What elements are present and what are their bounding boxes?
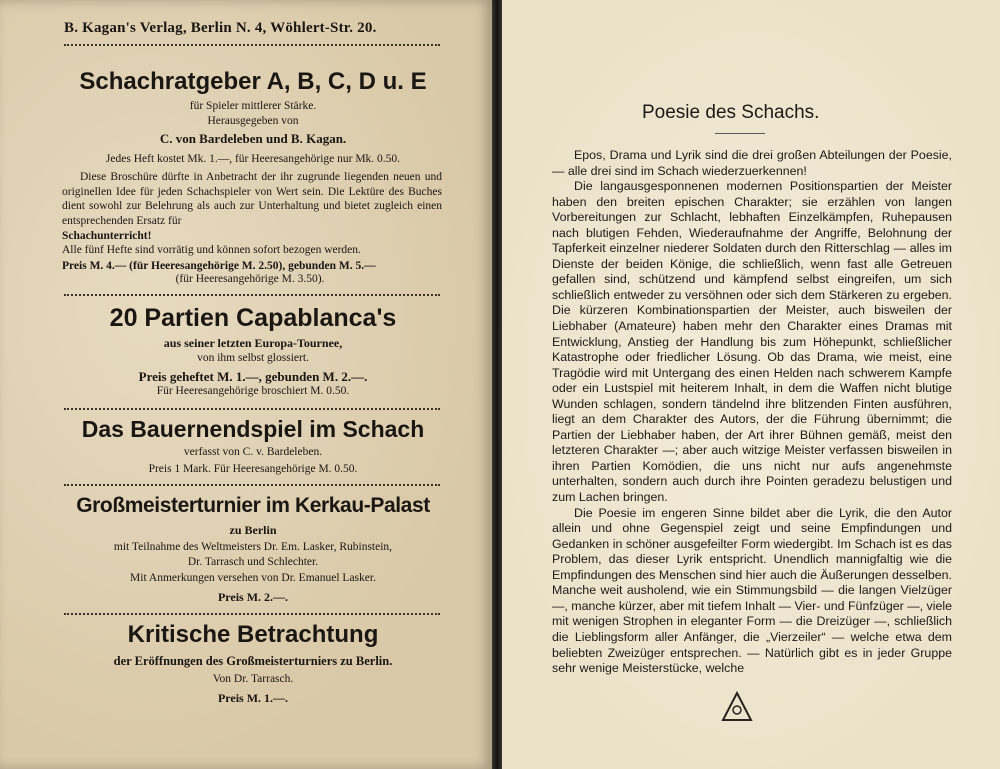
ad5-title: Kritische Betrachtung xyxy=(127,621,379,648)
article-body xyxy=(552,148,952,677)
left-page xyxy=(0,0,492,769)
ad4-line1: mit Teilnahme des Weltmeisters Dr. Em. Lasker, Rubinstein, xyxy=(113,541,393,553)
ad1-stock: Alle fünf Hefte sind vorrätig und können sofort bezogen werden. xyxy=(62,244,361,256)
ad2-price2: Für Heeresangehörige broschiert M. 0.50. xyxy=(156,385,350,397)
header-rule xyxy=(64,44,440,46)
divider-3 xyxy=(64,484,440,486)
ad1-price2: (für Heeresangehörige M. 3.50). xyxy=(175,273,325,285)
paragraph-1: Epos, Drama und Lyrik sind die drei großen Abteilungen der Poesie, — alle drei sind im Schach wiederzuerkennen! xyxy=(552,148,952,178)
ad1-subtitle: für Spieler mittlerer Stärke. xyxy=(189,100,317,112)
title-rule xyxy=(715,133,765,134)
ad5-price: Preis M. 1.—. xyxy=(217,691,289,705)
ad1-title: Schachratgeber A, B, C, D u. E xyxy=(79,68,427,95)
ad2-price1: Preis geheftet M. 1.—, gebunden M. 2.—. xyxy=(138,369,368,384)
ad2-subtitle: aus seiner letzten Europa-Tournee, xyxy=(163,336,343,350)
paragraph-2: Die langausgesponnenen modernen Positionspartien der Meister haben den breiten epischen Charakter; sie erzählen von langen Vorbereitungen zur Schlacht, lebhaften Einzelkämpfen, Ruhepausen nach blutigen Fehden, Wiederaufnahme der Angriffe, Belohnung der Tapferkeit einzelner niederer Soldaten durch den Ritterschlag — alles im Dienste der beiden Könige, die schließlich, wenn fast alle Getreuen gefallen sind, schützend und kämpfend selbst eingreifen, um sich schließlich entweder zu versöhnen oder sich dem Stärkeren zu ergeben. Die kürzeren Kombinationspartien der Meister, auch bisweilen der Liebhaber (Amateure) haben mehr den Charakter eines Dramas mit Entwicklung, Anstieg der Handlung bis zum Höhepunkt, schließlicher Katastrophe oder friedlicher Lösung. Ob das Drama, wie meist, eine Tragödie wird mit Untergang des einen Helden nach schwerem Kampfe oder ein Lustspiel mit heiterem Inhalt, in dem die Waffen nicht blutige Wunden schlagen, sondern tändelnd ihre blitzenden Finten ausführen, liegt an dem Charakter des Autors, der die Führung übernimmt; die Partien der Liebhaber haben, der Art ihrer Bühnen gemäß, meist den letzteren Charakter —; aber auch witzige Meister verfassen bisweilen in ihren Partien Komödien, die uns nicht nur aufs angenehmste unterhalten, sondern auch durch ihre Pointen geradezu belustigen und zum Lachen bringen. xyxy=(552,179,952,505)
right-page xyxy=(502,0,1000,769)
ad4-place: zu Berlin xyxy=(229,523,277,537)
ad1-emphasis: Schachunterricht! xyxy=(62,230,152,242)
ad5-author: Von Dr. Tarrasch. xyxy=(212,673,294,685)
ad1-paragraph: Diese Broschüre dürfte in Anbetracht der ihr zugrunde liegenden neuen und originellen Idee für jeden Schachspieler von Wert sein. Die Lektüre des Buches dient sowohl zur Belehrung als auch zur Unterhaltung und bietet zugleich einen entsprechenden Ersatz für xyxy=(62,171,442,228)
publisher-header: B. Kagan's Verlag, Berlin N. 4, Wöhlert-Str. 20. xyxy=(64,20,377,36)
triangle-logo-icon xyxy=(720,690,754,724)
paragraph-3: Die Poesie im engeren Sinne bildet aber die Lyrik, die den Autor allein und ohne Gegenspiel zeigt und seine Empfindungen und Gedanken in schöner ausgefeilter Form wiedergibt. Im Schach ist es das Problem, das dieser Lyrik entspricht. Unendlich mannigfaltig wie die Empfindungen des Menschen sind hier auch die Äußerungen desselben. Manche weit ausholend, wie ein Stimmungsbild — die langen Vielzüger —, manche kürzer, aber mit tiefem Inhalt — Vier- und Fünfzüger —, viele mit wenigen Strophen in eleganter Form — die Dreizüger —, schließlich die Lieblingsform aller Anfänger, die „Vierzeiler“ — welche etwa dem beliebten Zweizüger entsprechen. — Natürlich gibt es in jeder Gruppe sehr wenige Meisterstücke, welche xyxy=(552,505,952,676)
ad1-price-line: Jedes Heft kostet Mk. 1.—, für Heeresangehörige nur Mk. 0.50. xyxy=(105,153,401,165)
ad4-price: Preis M. 2.—. xyxy=(217,590,289,604)
ad1-editor-intro: Herausgegeben von xyxy=(207,115,299,127)
divider-1 xyxy=(64,294,440,296)
ad4-line2: Dr. Tarrasch und Schlechter. xyxy=(187,556,319,568)
ad3-author: verfasst von C. v. Bardeleben. xyxy=(183,446,323,458)
ad1-editors: C. von Bardeleben und B. Kagan. xyxy=(159,131,347,146)
ad2-title: 20 Partien Capablanca's xyxy=(109,304,397,332)
page-title: Poesie des Schachs. xyxy=(642,102,820,123)
ad3-title: Das Bauernendspiel im Schach xyxy=(81,416,425,442)
ad2-note: von ihm selbst glossiert. xyxy=(197,352,309,364)
book-spine xyxy=(492,0,502,769)
ad3-price: Preis 1 Mark. Für Heeresangehörige M. 0.50. xyxy=(148,463,358,475)
ad1-price1: Preis M. 4.— (für Heeresangehörige M. 2.50), gebunden M. 5.— xyxy=(62,260,376,272)
ad4-line3: Mit Anmerkungen versehen von Dr. Emanuel Lasker. xyxy=(130,572,376,584)
ad5-subtitle: der Eröffnungen des Großmeisterturniers zu Berlin. xyxy=(113,654,393,668)
ad4-title: Großmeisterturnier im Kerkau-Palast xyxy=(76,494,430,517)
divider-4 xyxy=(64,613,440,615)
divider-2 xyxy=(64,408,440,410)
